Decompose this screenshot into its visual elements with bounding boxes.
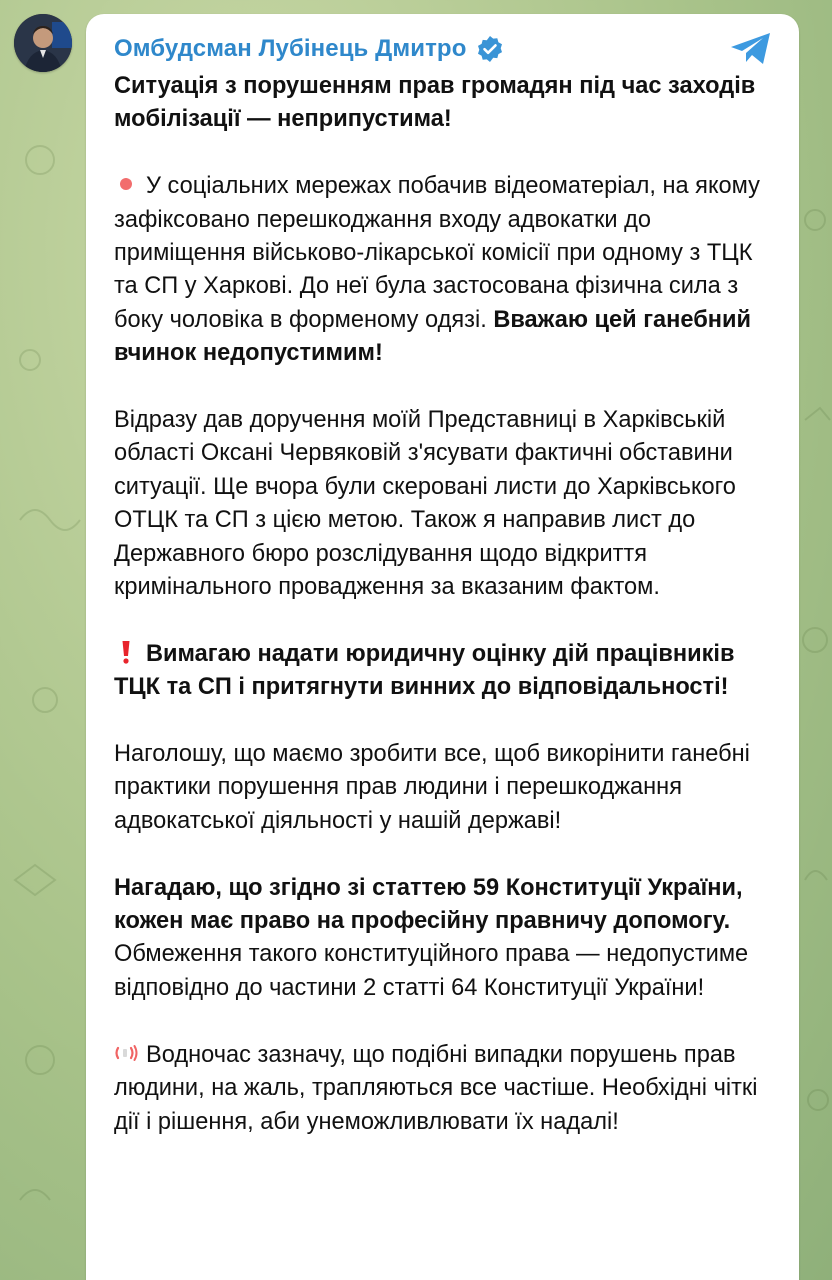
paragraph-3-bold: Вимагаю надати юридичну оцінку дій працівників ТЦК та СП і притягнути винних до відповідальності! xyxy=(114,640,735,701)
paragraph-5-bold: Нагадаю, що згідно зі статтею 59 Конституції України, кожен має право на професійну правничу допомогу. xyxy=(114,874,743,935)
red-circle-icon xyxy=(114,172,138,196)
paragraph-5: Обмеження такого конституційного права — недопустиме відповідно до частини 2 статті 64 Конституції України! xyxy=(114,941,749,1001)
paragraph-1-bold: Вважаю цей ганебний вчинок недопустимим! xyxy=(114,306,752,367)
avatar[interactable] xyxy=(14,14,72,72)
message-bubble xyxy=(86,14,799,1280)
exclamation-icon xyxy=(114,640,138,664)
avatar-portrait-icon xyxy=(14,14,72,72)
message-title: Ситуація з порушенням прав громадян під час заходів мобілізації — неприпустима! xyxy=(114,73,756,133)
sender-name[interactable]: Омбудсман Лубінець Дмитро xyxy=(114,35,467,62)
message-header xyxy=(114,32,771,66)
paragraph-2: Відразу дав доручення моїй Представниці в Харківській області Оксані Червяковій з'ясувати фактичні обставини ситуації. Ще вчора були скеровані листи до Харківського ОТЦК та СП з цією метою. Також я направив лист до Державного бюро розслідування щодо відкриття кримінального провадження за вказаним фактом. xyxy=(114,407,736,601)
paragraph-4: Наголошу, що маємо зробити все, щоб викорінити ганебні практики порушення прав людини і перешкоджання адвокатської діяльності у нашій державі! xyxy=(114,741,750,834)
paragraph-1: У соціальних мережах побачив відеоматеріал, на якому зафіксовано перешкоджання входу адвокатки до приміщення військово-лікарської комісії при одному з ТЦК та СП у Харкові. До неї була застосована фізична сила з боку чоловіка в форменому одязі. xyxy=(114,173,760,333)
paragraph-6: Водночас зазначу, що подібні випадки порушень прав людини, на жаль, трапляються все частіше. Необхідні чіткі дії і рішення, аби унеможливлювати їх надалі! xyxy=(114,1041,758,1135)
verified-badge-icon xyxy=(476,35,504,63)
loudspeaker-icon xyxy=(114,1041,138,1065)
message-text xyxy=(114,70,771,1139)
telegram-share-icon[interactable] xyxy=(729,32,773,66)
